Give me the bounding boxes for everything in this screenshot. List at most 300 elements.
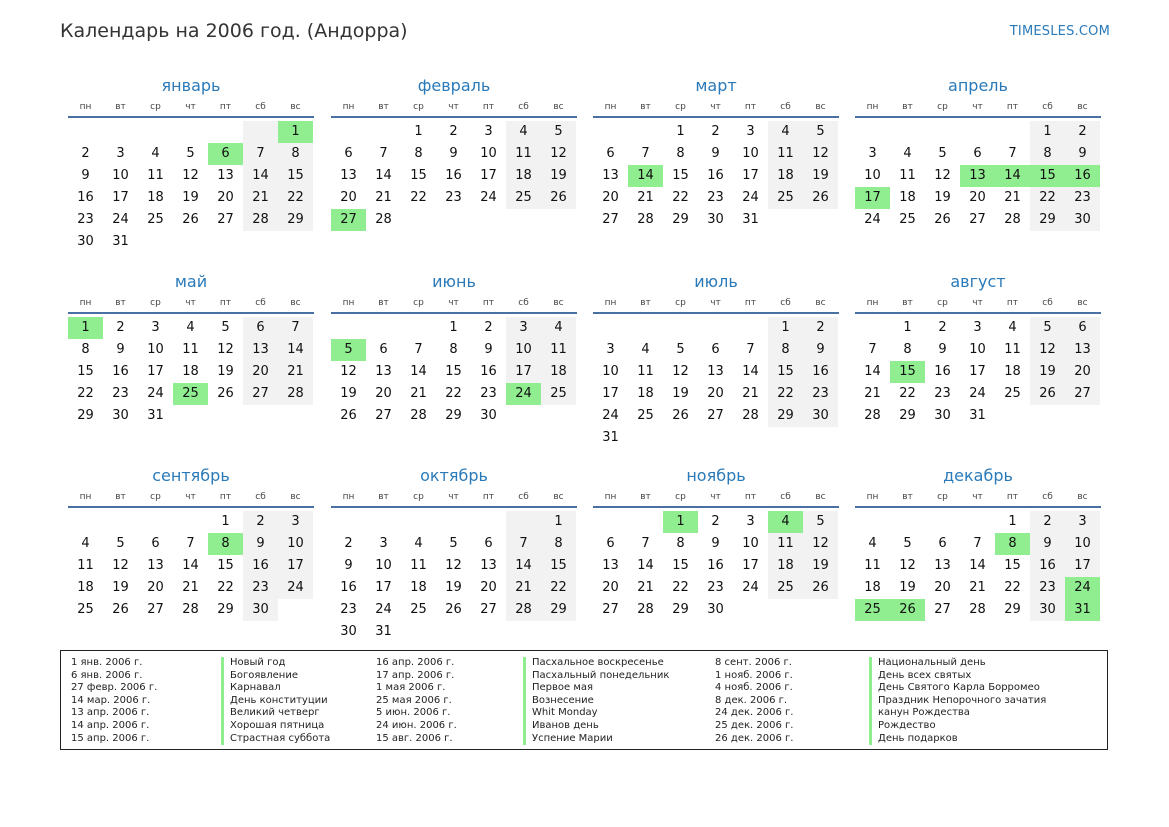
day-cell: 30 [707, 602, 724, 617]
week-row [855, 209, 1101, 231]
day-cell: 30 [707, 212, 724, 227]
day-cell: 14 [410, 364, 427, 379]
week-row [68, 383, 314, 405]
day-cell: 4 [1008, 320, 1017, 335]
day-cell: 23 [243, 577, 278, 599]
day-cell: 29 [77, 408, 94, 423]
day-cell: 17 [147, 364, 164, 379]
weekday-label: вт [902, 102, 913, 112]
holiday-dates-column [376, 657, 457, 745]
month-name: июль [694, 272, 738, 291]
day-cell: 19 [899, 580, 916, 595]
weekday-label: вт [640, 492, 651, 502]
day-cell: 10 [602, 364, 619, 379]
weekday-label: пт [744, 102, 757, 112]
empty-cell [401, 511, 436, 533]
weekday-label: пн [866, 102, 879, 112]
empty-cell [768, 209, 803, 231]
holiday-name: Новый год [221, 657, 330, 670]
empty-cell [208, 231, 243, 253]
empty-cell [471, 209, 506, 231]
day-cell: 27 [934, 602, 951, 617]
holiday-name: Богоявление [221, 670, 330, 683]
day-cell: 17 [1065, 555, 1100, 577]
day-cell: 25 [77, 602, 94, 617]
day-cell: 16 [112, 364, 129, 379]
empty-cell [593, 121, 628, 143]
day-cell: 19 [803, 555, 838, 577]
day-cell: 21 [278, 361, 313, 383]
empty-cell [768, 599, 803, 621]
day-cell: 14 [278, 339, 313, 361]
empty-cell [506, 209, 541, 231]
week-row [331, 533, 577, 555]
day-cell: 17 [742, 558, 759, 573]
day-cell: 5 [449, 536, 458, 551]
day-cell: 5 [676, 342, 685, 357]
week-row [855, 121, 1101, 143]
day-cell: 9 [116, 342, 125, 357]
day-cell: 7 [186, 536, 195, 551]
brand-link[interactable]: TIMESLES.COM [1009, 24, 1110, 39]
week-row [331, 383, 577, 405]
empty-cell [733, 317, 768, 339]
empty-cell [208, 405, 243, 427]
week-row [68, 511, 314, 533]
week-row [593, 209, 839, 231]
weekday-label: сб [780, 102, 791, 112]
day-cell: 30 [77, 234, 94, 249]
day-cell: 12 [803, 143, 838, 165]
day-cell: 15 [541, 555, 576, 577]
weekday-label: сб [780, 298, 791, 308]
day-cell: 11 [899, 168, 916, 183]
day-cell: 11 [410, 558, 427, 573]
day-cell: 4 [151, 146, 160, 161]
weekday-label: пт [1006, 298, 1019, 308]
holiday-name: Пасхальный понедельник [523, 670, 669, 683]
holiday-date: 1 нояб. 2006 г. [715, 669, 793, 681]
holiday-list [60, 650, 1108, 750]
week-row [68, 577, 314, 599]
empty-cell [960, 511, 995, 533]
day-cell: 12 [803, 533, 838, 555]
holiday-names-column [221, 657, 330, 745]
holiday-date: 14 апр. 2006 г. [71, 719, 150, 731]
day-cell: 27 [1065, 383, 1100, 405]
empty-cell [331, 317, 366, 339]
month-name: июнь [432, 272, 476, 291]
day-cell: 25 [541, 383, 576, 405]
holiday-day-cell: 14 [628, 165, 663, 187]
day-cell: 29 [1004, 602, 1021, 617]
day-cell: 20 [602, 580, 619, 595]
day-cell: 26 [112, 602, 129, 617]
day-cell: 21 [243, 187, 278, 209]
day-cell: 2 [711, 124, 720, 139]
week-row [593, 361, 839, 383]
day-cell: 4 [81, 536, 90, 551]
day-cell: 8 [278, 143, 313, 165]
day-cell: 9 [938, 342, 947, 357]
day-cell: 16 [77, 190, 94, 205]
day-cell: 5 [186, 146, 195, 161]
day-cell: 22 [541, 577, 576, 599]
day-cell: 12 [445, 558, 462, 573]
day-cell: 4 [768, 121, 803, 143]
empty-cell [173, 231, 208, 253]
day-cell: 30 [934, 408, 951, 423]
day-cell: 18 [506, 165, 541, 187]
day-cell: 23 [1030, 577, 1065, 599]
empty-cell [436, 621, 471, 643]
day-cell: 26 [340, 408, 357, 423]
day-cell: 31 [602, 430, 619, 445]
week-row [593, 165, 839, 187]
weekday-label: вт [378, 102, 389, 112]
day-cell: 16 [934, 364, 951, 379]
day-cell: 20 [707, 386, 724, 401]
holiday-name: День всех святых [869, 670, 1046, 683]
day-cell: 25 [637, 408, 654, 423]
holiday-day-cell: 27 [331, 209, 366, 231]
holiday-date: 4 нояб. 2006 г. [715, 682, 793, 694]
weekday-label: вс [290, 492, 301, 502]
holiday-date: 24 дек. 2006 г. [715, 707, 794, 719]
empty-cell [855, 317, 890, 339]
weekday-header [593, 98, 839, 118]
month-calendar [593, 74, 839, 231]
empty-cell [173, 511, 208, 533]
day-cell: 2 [938, 320, 947, 335]
weekday-label: пт [482, 102, 495, 112]
day-cell: 23 [707, 190, 724, 205]
empty-cell [138, 231, 173, 253]
day-cell: 22 [1030, 187, 1065, 209]
week-row [855, 405, 1101, 427]
day-cell: 12 [934, 168, 951, 183]
day-cell: 1 [221, 514, 230, 529]
day-cell: 1 [1008, 514, 1017, 529]
week-row [593, 339, 839, 361]
weekday-header [331, 488, 577, 508]
holiday-day-cell: 15 [890, 361, 925, 383]
empty-cell [890, 511, 925, 533]
day-cell: 13 [602, 168, 619, 183]
holiday-names-column [523, 657, 669, 745]
day-cell: 23 [1065, 187, 1100, 209]
day-cell: 13 [934, 558, 951, 573]
day-cell: 22 [217, 580, 234, 595]
day-cell: 6 [938, 536, 947, 551]
day-cell: 24 [147, 386, 164, 401]
holiday-name: Вознесение [523, 695, 669, 708]
weekday-label: вс [290, 298, 301, 308]
day-cell: 2 [1065, 121, 1100, 143]
day-cell: 15 [445, 364, 462, 379]
day-cell: 4 [414, 536, 423, 551]
weekday-label: пн [604, 492, 617, 502]
day-cell: 3 [746, 124, 755, 139]
weekday-label: ср [675, 102, 686, 112]
week-row [331, 143, 577, 165]
day-cell: 10 [742, 536, 759, 551]
day-cell: 15 [217, 558, 234, 573]
weekday-label: вт [115, 492, 126, 502]
day-cell: 18 [147, 190, 164, 205]
week-row [593, 599, 839, 621]
day-cell: 20 [969, 190, 986, 205]
day-cell: 22 [768, 383, 803, 405]
week-row [593, 187, 839, 209]
day-cell: 31 [742, 212, 759, 227]
empty-cell [436, 511, 471, 533]
weekday-label: пт [744, 298, 757, 308]
weekday-label: вт [378, 298, 389, 308]
weekday-label: вс [815, 102, 826, 112]
empty-cell [506, 621, 541, 643]
day-cell: 24 [864, 212, 881, 227]
weekday-header [68, 98, 314, 118]
day-cell: 2 [81, 146, 90, 161]
empty-cell [331, 511, 366, 533]
day-cell: 2 [711, 514, 720, 529]
day-cell: 20 [217, 190, 234, 205]
day-cell: 20 [340, 190, 357, 205]
empty-cell [768, 427, 803, 449]
day-cell: 2 [449, 124, 458, 139]
day-cell: 12 [672, 364, 689, 379]
day-cell: 12 [182, 168, 199, 183]
day-cell: 30 [1065, 209, 1100, 231]
weekday-label: пн [342, 102, 355, 112]
month-calendar [331, 270, 577, 427]
weekday-label: сб [1042, 492, 1053, 502]
weekday-label: ср [937, 492, 948, 502]
day-cell: 2 [243, 511, 278, 533]
day-cell: 29 [672, 602, 689, 617]
month-calendar [331, 464, 577, 643]
empty-cell [1030, 405, 1065, 427]
day-cell: 15 [410, 168, 427, 183]
day-cell: 10 [375, 558, 392, 573]
empty-cell [401, 209, 436, 231]
day-cell: 21 [637, 580, 654, 595]
day-cell: 24 [112, 212, 129, 227]
day-cell: 11 [541, 339, 576, 361]
holiday-day-cell: 24 [506, 383, 541, 405]
day-cell: 1 [1030, 121, 1065, 143]
holiday-dates-column [71, 657, 157, 745]
holiday-name: Первое мая [523, 682, 669, 695]
day-cell: 26 [803, 577, 838, 599]
day-cell: 16 [480, 364, 497, 379]
day-cell: 13 [375, 364, 392, 379]
weekday-label: чт [448, 492, 459, 502]
day-cell: 6 [711, 342, 720, 357]
empty-cell [173, 405, 208, 427]
week-row [855, 555, 1101, 577]
holiday-day-cell: 4 [768, 511, 803, 533]
day-cell: 25 [768, 577, 803, 599]
weekday-label: вс [815, 492, 826, 502]
day-cell: 6 [973, 146, 982, 161]
day-cell: 19 [217, 364, 234, 379]
month-calendar [593, 270, 839, 449]
holiday-name: Страстная суббота [221, 733, 330, 746]
day-cell: 24 [742, 580, 759, 595]
holiday-date: 27 февр. 2006 г. [71, 682, 158, 694]
day-cell: 17 [969, 364, 986, 379]
day-cell: 16 [803, 361, 838, 383]
holiday-day-cell: 14 [995, 165, 1030, 187]
day-cell: 25 [768, 187, 803, 209]
day-cell: 24 [602, 408, 619, 423]
day-cell: 7 [278, 317, 313, 339]
empty-cell [173, 121, 208, 143]
day-cell: 26 [217, 386, 234, 401]
day-cell: 3 [484, 124, 493, 139]
week-row [68, 121, 314, 143]
day-cell: 3 [973, 320, 982, 335]
day-cell: 11 [77, 558, 94, 573]
day-cell: 22 [77, 386, 94, 401]
day-cell: 28 [1004, 212, 1021, 227]
day-cell: 10 [112, 168, 129, 183]
day-cell: 16 [707, 168, 724, 183]
weekday-label: ср [413, 492, 424, 502]
day-cell: 3 [868, 146, 877, 161]
holiday-name: Пасхальное воскресенье [523, 657, 669, 670]
day-cell: 24 [480, 190, 497, 205]
day-cell: 29 [278, 209, 313, 231]
empty-cell [628, 317, 663, 339]
day-cell: 7 [868, 342, 877, 357]
month-calendar [593, 464, 839, 621]
day-cell: 9 [81, 168, 90, 183]
week-row [593, 121, 839, 143]
weekday-label: чт [710, 298, 721, 308]
weekday-header [593, 294, 839, 314]
day-cell: 21 [864, 386, 881, 401]
weekday-header [331, 98, 577, 118]
holiday-day-cell: 13 [960, 165, 995, 187]
day-cell: 10 [506, 339, 541, 361]
day-cell: 7 [414, 342, 423, 357]
empty-cell [803, 427, 838, 449]
day-cell: 2 [803, 317, 838, 339]
day-cell: 23 [77, 212, 94, 227]
day-cell: 8 [449, 342, 458, 357]
week-row [855, 533, 1101, 555]
holiday-name: Иванов день [523, 720, 669, 733]
weekday-label: вт [115, 102, 126, 112]
day-cell: 13 [707, 364, 724, 379]
holiday-day-cell: 6 [208, 143, 243, 165]
day-cell: 19 [541, 165, 576, 187]
day-cell: 27 [217, 212, 234, 227]
holiday-day-cell: 25 [855, 599, 890, 621]
weekday-label: чт [448, 102, 459, 112]
day-cell: 27 [243, 383, 278, 405]
day-cell: 5 [541, 121, 576, 143]
empty-cell [278, 599, 313, 621]
day-cell: 30 [112, 408, 129, 423]
month-name: май [174, 272, 208, 291]
day-cell: 26 [934, 212, 951, 227]
month-calendar [331, 74, 577, 231]
weekday-header [855, 98, 1101, 118]
day-cell: 10 [480, 146, 497, 161]
day-cell: 12 [112, 558, 129, 573]
day-cell: 15 [768, 361, 803, 383]
day-cell: 31 [147, 408, 164, 423]
day-cell: 24 [278, 577, 313, 599]
day-cell: 26 [1030, 383, 1065, 405]
week-row [593, 533, 839, 555]
weekday-label: пн [79, 492, 92, 502]
day-cell: 5 [803, 511, 838, 533]
day-cell: 31 [112, 234, 129, 249]
weekday-label: чт [710, 102, 721, 112]
weekday-label: пн [342, 298, 355, 308]
holiday-date: 16 апр. 2006 г. [376, 657, 455, 668]
day-cell: 28 [637, 212, 654, 227]
day-cell: 20 [243, 361, 278, 383]
empty-cell [366, 317, 401, 339]
weekday-label: сб [255, 298, 266, 308]
weekday-label: чт [185, 492, 196, 502]
holiday-dates-column [715, 657, 793, 745]
weekday-label: сб [255, 492, 266, 502]
day-cell: 23 [480, 386, 497, 401]
weekday-label: ср [675, 492, 686, 502]
holiday-date: 25 мая 2006 г. [376, 694, 452, 706]
day-cell: 11 [1004, 342, 1021, 357]
day-cell: 13 [602, 558, 619, 573]
day-cell: 21 [410, 386, 427, 401]
empty-cell [506, 405, 541, 427]
weekday-label: пт [219, 298, 232, 308]
weekday-label: ср [150, 102, 161, 112]
weekday-label: чт [710, 492, 721, 502]
day-cell: 22 [1004, 580, 1021, 595]
day-cell: 14 [243, 165, 278, 187]
day-cell: 12 [340, 364, 357, 379]
day-cell: 9 [711, 146, 720, 161]
day-cell: 14 [375, 168, 392, 183]
week-row [593, 143, 839, 165]
weekday-label: чт [185, 298, 196, 308]
holiday-day-cell: 17 [855, 187, 890, 209]
week-row [68, 533, 314, 555]
day-cell: 18 [410, 580, 427, 595]
day-cell: 22 [899, 386, 916, 401]
day-cell: 29 [672, 212, 689, 227]
day-cell: 15 [672, 558, 689, 573]
day-cell: 3 [746, 514, 755, 529]
day-cell: 1 [449, 320, 458, 335]
day-cell: 4 [868, 536, 877, 551]
day-cell: 13 [217, 168, 234, 183]
day-cell: 17 [375, 580, 392, 595]
day-cell: 7 [641, 536, 650, 551]
week-row [855, 143, 1101, 165]
week-row [68, 165, 314, 187]
day-cell: 12 [899, 558, 916, 573]
weekday-label: пт [482, 492, 495, 502]
day-cell: 21 [182, 580, 199, 595]
